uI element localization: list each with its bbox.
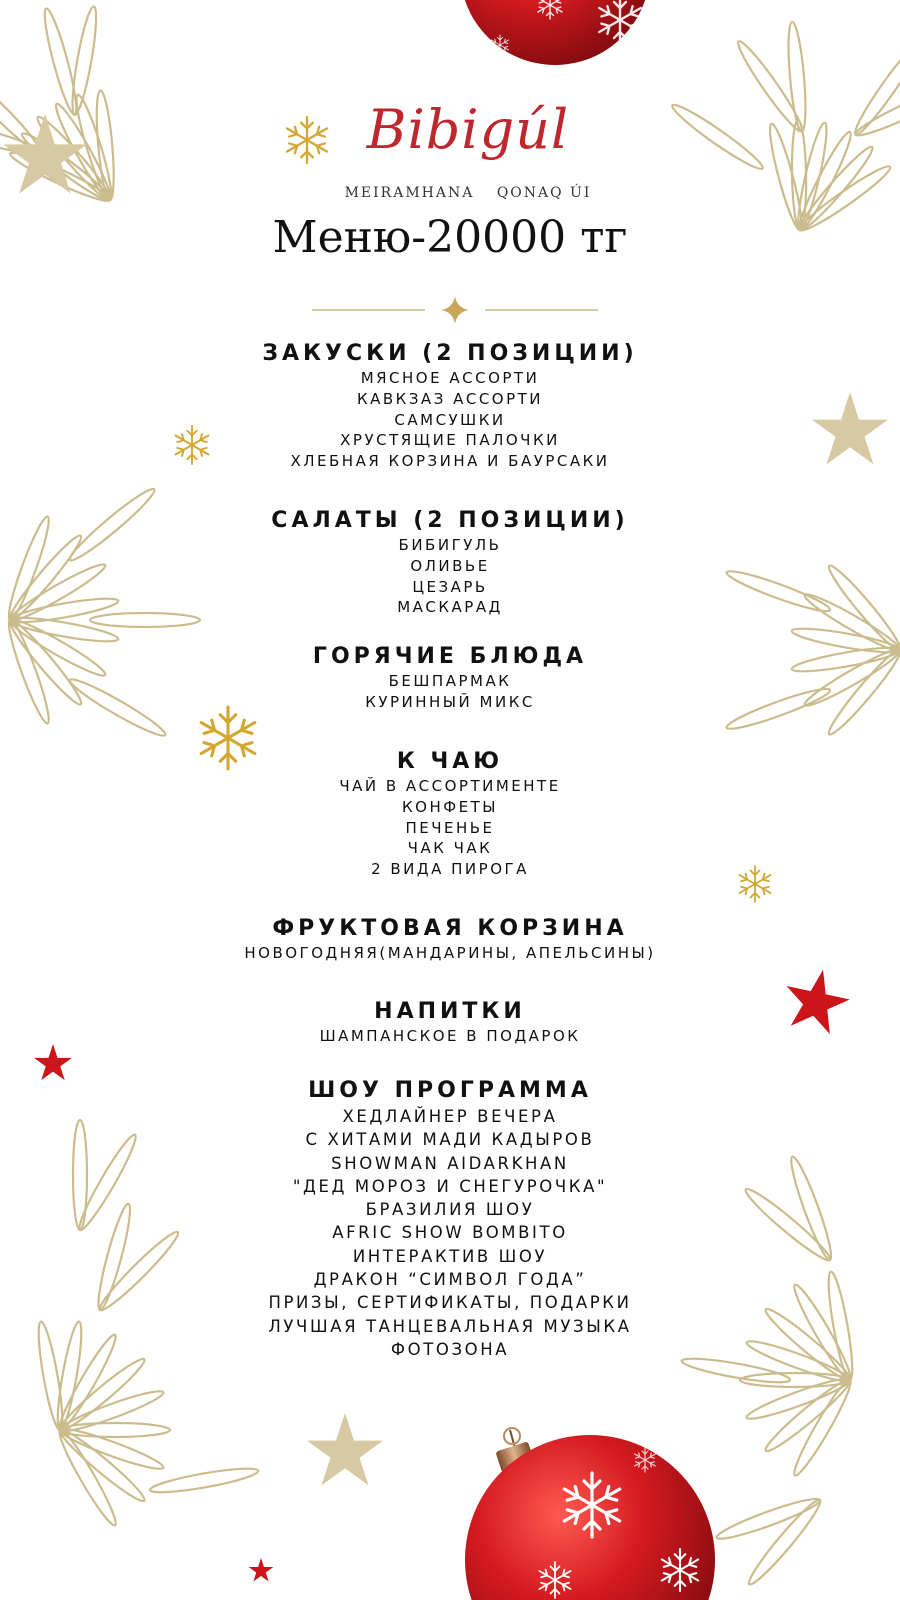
menu-item: ЛУЧШАЯ ТАНЦЕВАЛЬНАЯ МУЗЫКА — [268, 1316, 632, 1336]
menu-item: КУРИННЫЙ МИКС — [365, 692, 535, 711]
section-drinks — [0, 998, 900, 1047]
menu-item: ЦЕЗАРЬ — [412, 577, 488, 596]
section-fruit-basket — [0, 915, 900, 964]
menu-item: КОНФЕТЫ — [401, 797, 499, 816]
menu-item: НОВОГОДНЯЯ(МАНДАРИНЫ, АПЕЛЬСИНЫ) — [244, 944, 656, 962]
menu-item: ХЛЕБНАЯ КОРЗИНА И БАУРСАКИ — [290, 452, 610, 471]
menu-item: БИБИГУЛЬ — [398, 536, 502, 554]
menu-item: ДРАКОН “СИМВОЛ ГОДА” — [313, 1270, 587, 1290]
section-salads — [0, 507, 900, 618]
logo-script: Bibigúl — [366, 98, 570, 161]
section-title: ФРУКТОВАЯ КОРЗИНА — [272, 916, 628, 941]
menu-item: 2 ВИДА ПИРОГА — [371, 860, 529, 879]
section-title: САЛАТЫ (2 ПОЗИЦИИ) — [271, 508, 629, 533]
section-title: ГОРЯЧИЕ БЛЮДА — [312, 644, 588, 669]
logo-subtitle — [18, 185, 900, 201]
menu-item: ПЕЧЕНЬЕ — [405, 818, 495, 837]
section-title: ЗАКУСКИ (2 ПОЗИЦИИ) — [262, 341, 638, 366]
menu-item: МЯСНОЕ АССОРТИ — [360, 369, 540, 387]
menu-item: AFRIC SHOW BOMBITO — [332, 1223, 568, 1243]
menu-item: ЧАЙ В АССОРТИМЕНТЕ — [339, 777, 561, 795]
menu-item: САМСУШКИ — [394, 410, 506, 429]
menu-item: ЧАК ЧАК — [407, 839, 493, 858]
menu-item: ШАМПАНСКОЕ В ПОДАРОК — [319, 1027, 581, 1045]
section-title: ШОУ ПРОГРАММА — [308, 1078, 592, 1103]
section-show-program — [0, 1077, 900, 1361]
menu-item: БРАЗИЛИЯ ШОУ — [365, 1200, 535, 1220]
menu-item: МАСКАРАД — [397, 598, 503, 617]
section-hot-dishes — [0, 643, 900, 713]
section-tea — [0, 748, 900, 880]
menu-item: ФОТОЗОНА — [390, 1339, 510, 1359]
section-title: К ЧАЮ — [396, 749, 504, 774]
menu-item: ХРУСТЯЩИЕ ПАЛОЧКИ — [340, 431, 560, 450]
logo-sub-left: MEIRAMHANA — [344, 185, 475, 201]
menu-item: КАВКЗАЗ АССОРТИ — [356, 389, 544, 408]
section-title: НАПИТКИ — [374, 999, 526, 1024]
menu-item: ХЕДЛАЙНЕР ВЕЧЕРА — [342, 1107, 558, 1126]
menu-item: "ДЕД МОРОЗ И СНЕГУРОЧКА" — [292, 1176, 608, 1196]
menu-item: SHOWMAN AIDARKHAN — [331, 1153, 569, 1173]
menu-item: С ХИТАМИ МАДИ КАДЫРОВ — [305, 1130, 595, 1150]
menu-item: БЕШПАРМАК — [388, 672, 512, 690]
logo-sub-right: QONAQ ÚI — [496, 185, 592, 201]
menu-item: ИНТЕРАКТИВ ШОУ — [352, 1246, 548, 1266]
section-appetizers — [0, 340, 900, 472]
menu-title: Меню-20000 тг — [272, 212, 628, 263]
menu-item: ПРИЗЫ, СЕРТИФИКАТЫ, ПОДАРКИ — [268, 1293, 632, 1313]
menu-item: ОЛИВЬЕ — [410, 556, 490, 575]
